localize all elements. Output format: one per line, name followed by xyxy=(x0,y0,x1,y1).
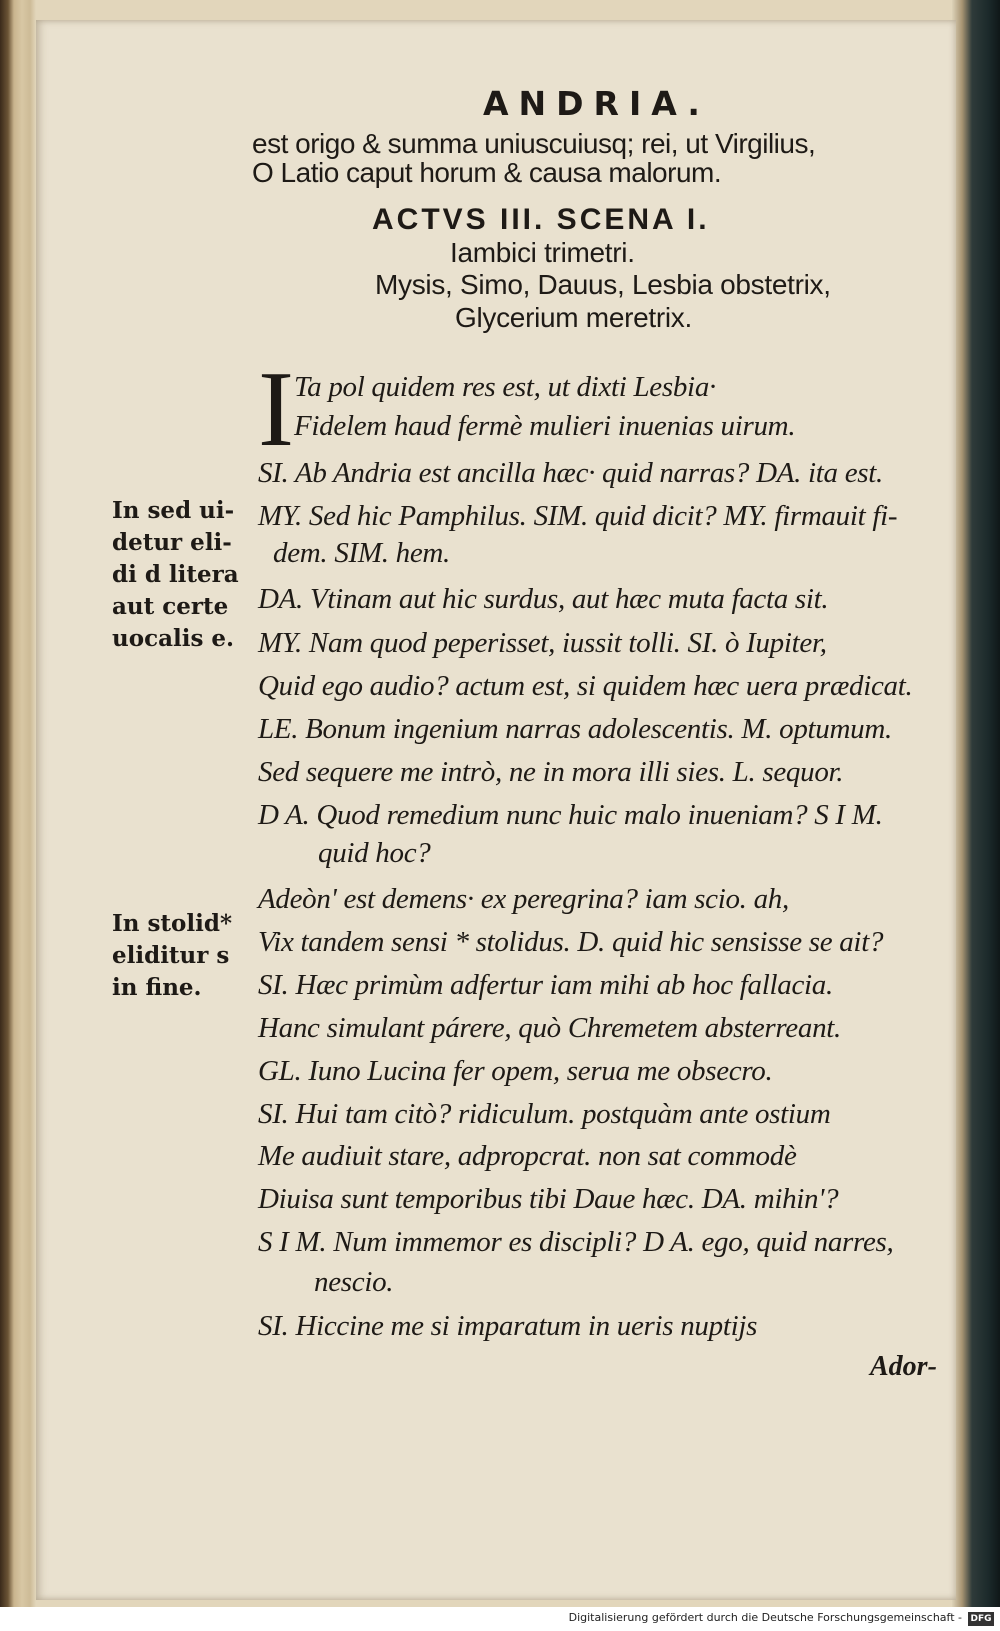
marginal-note: In stolid* eliditur s in fine. xyxy=(112,910,232,1001)
footer-credit: Digitalisierung gefördert durch die Deutsche Forschungsgemeinschaft - xyxy=(568,1611,962,1624)
verse-line: Sed sequere me intrò, ne in mora illi sies. L. sequor. xyxy=(258,756,844,788)
persons-line: Mysis, Simo, Dauus, Lesbia obstetrix, xyxy=(375,269,831,300)
meter-line: Iambici trimetri. xyxy=(450,237,635,268)
verse-line: Vix tandem sensi * stolidus. D. quid hic sensisse se ait? xyxy=(258,926,884,958)
verse-line: DA. Vtinam aut hic surdus, aut hæc muta facta sit. xyxy=(258,583,829,615)
verse-line: D A. Quod remedium nunc huic malo inueniam? S I M. xyxy=(258,799,883,831)
verse-line: Fidelem haud fermè mulieri inuenias uirum. xyxy=(294,410,796,442)
intro-line: est origo & summa uniuscuiusq; rei, ut Virgilius, xyxy=(252,128,816,159)
verse-line: SI. Hæc primùm adfertur iam mihi ab hoc fallacia. xyxy=(258,969,833,1001)
verse-line: MY. Sed hic Pamphilus. SIM. quid dicit? MY. firmauit fi- xyxy=(258,500,898,532)
verse-line: SI. Hui tam citò? ridiculum. postquàm ante ostium xyxy=(258,1098,831,1130)
verse-line: quid hoc? xyxy=(318,837,431,869)
verse-line: Adeòn' est demens· ex peregrina? iam scio. ah, xyxy=(258,883,789,915)
intro-line: O Latio caput horum & causa malorum. xyxy=(252,157,722,188)
catchword: Ador- xyxy=(870,1351,937,1382)
verse-line: SI. Ab Andria est ancilla hæc· quid narras? DA. ita est. xyxy=(258,457,883,489)
verse-line: dem. SIM. hem. xyxy=(273,537,450,569)
verse-line: Diuisa sunt temporibus tibi Daue hæc. DA. mihin'? xyxy=(258,1183,839,1215)
book-cover-edge xyxy=(952,0,1000,1607)
verse-line: Hanc simulant párere, quò Chremetem absterreant. xyxy=(258,1012,841,1044)
running-head: ANDRIA. xyxy=(483,84,710,123)
verse-line: nescio. xyxy=(314,1266,394,1298)
verse-line: SI. Hiccine me si imparatum in ueris nuptijs xyxy=(258,1310,758,1342)
drop-cap: I xyxy=(258,350,294,469)
verse-line: Quid ego audio? actum est, si quidem hæc uera prædicat. xyxy=(258,670,913,702)
footer-bar xyxy=(0,1607,1000,1631)
dfg-logo: DFG xyxy=(968,1612,994,1626)
act-heading: ACTVS III. SCENA I. xyxy=(372,203,710,236)
verse-line: S I M. Num immemor es discipli? D A. ego, quid narres, xyxy=(258,1226,894,1258)
verse-line: LE. Bonum ingenium narras adolescentis. M. optumum. xyxy=(258,713,892,745)
persons-line: Glycerium meretrix. xyxy=(455,302,692,333)
verse-line: GL. Iuno Lucina fer opem, serua me obsecro. xyxy=(258,1055,773,1087)
verse-line: Ta pol quidem res est, ut dixti Lesbia· xyxy=(294,371,716,403)
verse-line: Me audiuit stare, adpropcrat. non sat commodè xyxy=(258,1140,797,1172)
marginal-note: In sed ui- detur eli- di d litera aut certe uocalis e. xyxy=(112,497,239,652)
verse-line: MY. Nam quod peperisset, iussit tolli. SI. ò Iupiter, xyxy=(258,627,827,659)
